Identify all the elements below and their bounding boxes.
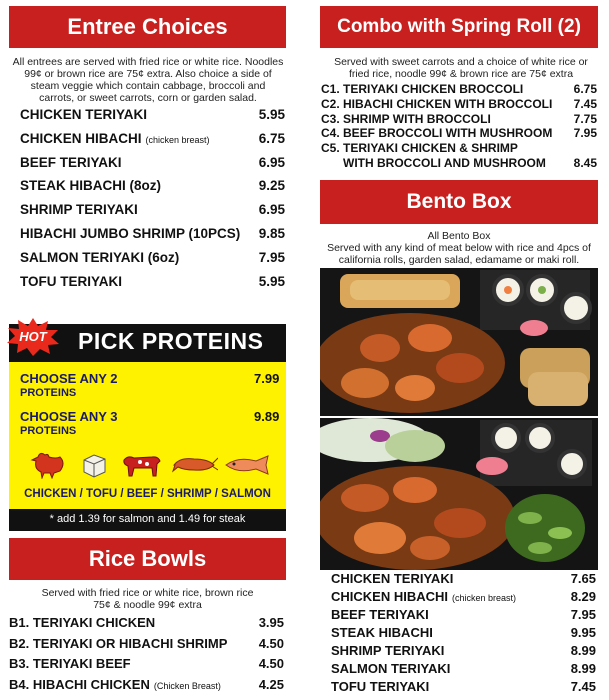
menu-item-row — [331, 679, 596, 694]
menu-item-row — [9, 636, 284, 651]
menu-item-name: SALMON TERIYAKI (6oz) — [20, 249, 180, 265]
menu-item-row — [331, 643, 596, 658]
choose-three-label: CHOOSE ANY 3 — [20, 409, 118, 424]
menu-item-price: 4.50 — [258, 635, 284, 651]
menu-item-name: TOFU TERIYAKI — [331, 679, 430, 694]
menu-item-name: STEAK HIBACHI (8oz) — [20, 178, 161, 194]
menu-item-name: B2. TERIYAKI OR HIBACHI SHRIMP — [9, 635, 228, 651]
menu-item-row — [321, 156, 597, 170]
menu-item-name: SALMON TERIYAKI — [331, 661, 451, 676]
entree-banner — [9, 6, 286, 48]
bento-photo-top — [320, 268, 598, 416]
menu-item-price: 9.85 — [258, 226, 285, 241]
menu-item-row — [321, 97, 597, 111]
menu-item-row — [20, 155, 285, 170]
menu-item-row — [20, 178, 285, 193]
menu-item-name: B1. TERIYAKI CHICKEN — [9, 615, 156, 630]
tofu-icon — [80, 452, 108, 483]
menu-item-row — [20, 250, 285, 265]
salmon-icon — [222, 455, 272, 480]
choose-three-sub: PROTEINS — [20, 425, 77, 437]
chicken-icon — [30, 451, 68, 484]
menu-item-name: SHRIMP TERIYAKI — [331, 643, 445, 658]
menu-item-price: 9.25 — [258, 178, 285, 194]
menu-item-note: (chicken breast) — [145, 134, 210, 145]
rice-bowls-title: Rice Bowls — [88, 546, 207, 571]
menu-item-name: WITH BROCCOLI AND MUSHROOM — [343, 156, 546, 170]
combo-description: Served with sweet carrots and a choice of white rice or fried rice, noodle 99¢ & brown rice are 75¢ extra — [334, 56, 588, 80]
menu-item-name: CHICKEN HIBACHI (chicken breast) — [331, 589, 517, 604]
choose-two-price: 7.99 — [254, 371, 280, 386]
menu-item-price: 7.65 — [570, 571, 596, 586]
beef-icon — [120, 452, 162, 483]
menu-item-name: HIBACHI JUMBO SHRIMP (10PCS) — [20, 226, 241, 241]
menu-item-row — [321, 82, 597, 96]
menu-item-name: B3. TERIYAKI BEEF — [9, 656, 131, 671]
menu-item-row — [9, 677, 284, 692]
menu-item-row — [20, 131, 285, 146]
menu-item-price: 7.45 — [570, 679, 596, 694]
choose-three-price: 9.89 — [254, 409, 280, 424]
menu-item-price: 8.45 — [573, 156, 597, 170]
menu-item-name: CHICKEN TERIYAKI — [331, 571, 454, 586]
bento-desc-body: Served with any kind of meat below with rice and 4pcs of california rolls, garden salad, edamame or maki roll. — [327, 242, 591, 266]
menu-item-price: 7.95 — [258, 249, 285, 265]
bento-desc-head: All Bento Box — [427, 230, 491, 242]
menu-item-row — [331, 571, 596, 586]
menu-item-row — [20, 107, 285, 122]
combo-title: Combo with Spring Roll (2) — [337, 16, 581, 37]
menu-item-name: BEEF TERIYAKI — [331, 607, 429, 622]
menu-item-name: SHRIMP TERIYAKI — [20, 202, 138, 218]
menu-item-name: B4. HIBACHI CHICKEN (Chicken Breast) — [9, 676, 221, 692]
menu-item-price: 3.95 — [258, 615, 284, 630]
menu-item-row — [9, 656, 284, 671]
combo-banner — [320, 6, 598, 48]
menu-item-row — [20, 202, 285, 217]
menu-item-price: 4.25 — [258, 676, 284, 692]
rice-bowls-description: Served with fried rice or white rice, brown rice 75¢ & noodle 99¢ extra — [41, 587, 254, 611]
menu-item-price: 8.29 — [570, 589, 596, 604]
menu-item-note: (Chicken Breast) — [153, 680, 221, 691]
menu-item-price: 5.95 — [258, 273, 285, 289]
menu-item-row — [331, 607, 596, 622]
menu-item-price: 6.95 — [258, 154, 285, 170]
entree-description: All entrees are served with fried rice or white rice. Noodles 99¢ or brown rice are 75¢ extra. Also choice a side of steam veggie which contain cabbage, broccoli and carrots, or sweet carrots, corn or garden salad. — [12, 56, 284, 104]
menu-item-price: 7.95 — [570, 607, 596, 622]
protein-footnote: * add 1.39 for salmon and 1.49 for steak — [49, 513, 246, 525]
menu-item-name: C3. SHRIMP WITH BROCCOLI — [321, 111, 491, 126]
menu-item-row — [20, 274, 285, 289]
choose-two-sub: PROTEINS — [20, 387, 77, 399]
menu-item-row — [321, 112, 597, 126]
menu-item-price: 8.99 — [570, 643, 596, 658]
menu-item-name: CHICKEN TERIYAKI — [20, 107, 148, 122]
bento-photo-bottom — [320, 418, 598, 570]
menu-item-price: 7.75 — [573, 111, 597, 126]
menu-item-row — [331, 625, 596, 640]
menu-item-name: TOFU TERIYAKI — [20, 273, 123, 289]
menu-item-name: C2. HIBACHI CHICKEN WITH BROCCOLI — [321, 96, 553, 111]
menu-item-price: 8.99 — [570, 661, 596, 676]
menu-item-row — [331, 589, 596, 604]
menu-item-price: 6.75 — [573, 82, 597, 96]
menu-item-name: CHICKEN HIBACHI (chicken breast) — [20, 130, 210, 146]
menu-item-row — [321, 126, 597, 140]
menu-item-row — [331, 661, 596, 676]
menu-item-name: BEEF TERIYAKI — [20, 154, 122, 170]
hot-badge-text: HOT — [19, 329, 47, 344]
menu-item-price: 5.95 — [258, 107, 285, 122]
menu-item-name: C4. BEEF BROCCOLI WITH MUSHROOM — [321, 126, 553, 141]
menu-item-price: 7.95 — [573, 126, 597, 141]
menu-item-row — [321, 141, 597, 155]
bento-banner — [320, 180, 598, 224]
shrimp-icon — [172, 455, 218, 480]
choose-two-label: CHOOSE ANY 2 — [20, 371, 118, 386]
menu-item-name: STEAK HIBACHI — [331, 625, 433, 640]
menu-item-price: 9.95 — [570, 625, 596, 640]
menu-item-row — [20, 226, 285, 241]
menu-item-note: (chicken breast) — [452, 593, 517, 603]
menu-item-name: C5. TERIYAKI CHICKEN & SHRIMP — [321, 141, 518, 156]
menu-item-name: C1. TERIYAKI CHICKEN BROCCOLI — [321, 82, 524, 96]
menu-item-price: 4.50 — [258, 656, 284, 671]
menu-item-price: 7.45 — [573, 96, 597, 111]
protein-list: CHICKEN / TOFU / BEEF / SHRIMP / SALMON — [24, 488, 271, 500]
hot-badge — [6, 318, 60, 356]
menu-item-price: 6.95 — [258, 202, 285, 218]
rice-bowls-banner — [9, 538, 286, 580]
bento-title: Bento Box — [406, 190, 512, 213]
menu-item-row — [9, 615, 284, 630]
menu-item-price: 6.75 — [258, 130, 285, 146]
bento-description — [326, 230, 592, 266]
entree-title: Entree Choices — [67, 14, 228, 39]
pick-proteins-title: PICK PROTEINS — [78, 328, 264, 354]
